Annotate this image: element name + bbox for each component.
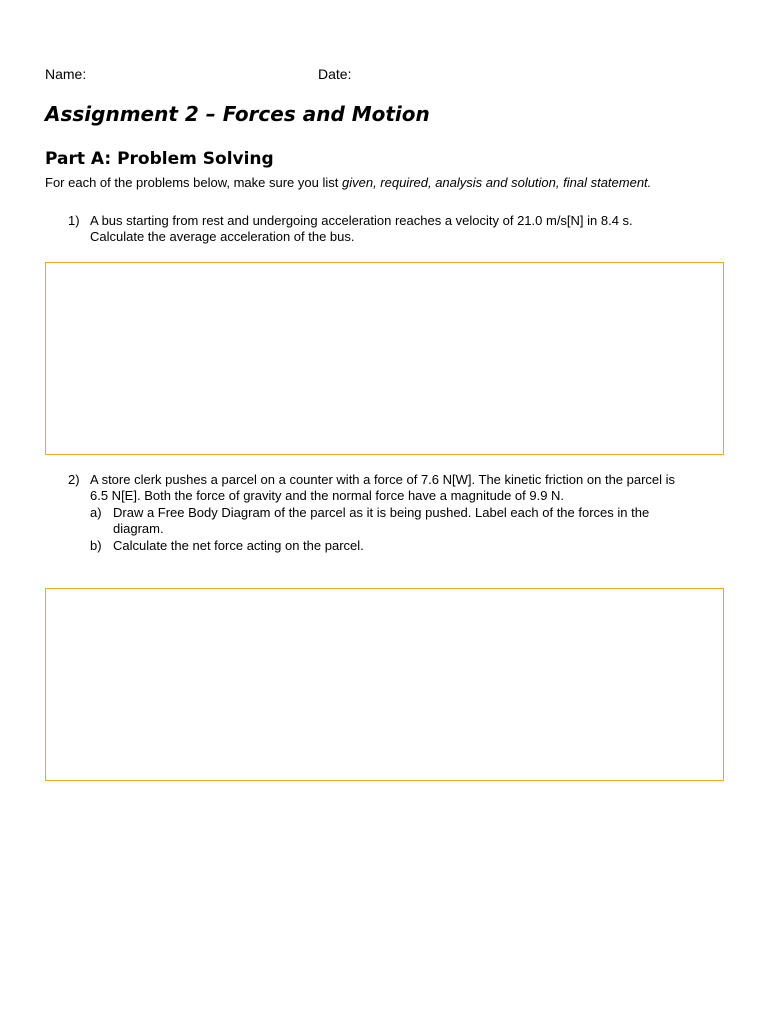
date-label: Date: [318,66,352,82]
student-info-row [45,66,445,82]
sub-question-line: Draw a Free Body Diagram of the parcel as it is being pushed. Label each of the forces in the [113,505,650,520]
question-number: 2) [68,472,80,487]
sub-question-text [113,538,713,554]
question-line: 6.5 N[E]. Both the force of gravity and the normal force have a magnitude of 9.9 N. [90,488,565,503]
instructions [45,175,651,191]
sub-question-b [90,538,720,554]
question-line: A store clerk pushes a parcel on a counter with a force of 7.6 N[W]. The kinetic friction on the parcel is [90,472,676,487]
part-a-heading: Part A: Problem Solving [45,149,274,169]
assignment-title: Assignment 2 – Forces and Motion [45,102,430,126]
instructions-text: For each of the problems below, make sure you list [45,175,342,190]
sub-question-text [113,505,713,537]
question-line: A bus starting from rest and undergoing acceleration reaches a velocity of 21.0 m/s[N] in 8.4 s. [90,213,633,228]
question-1 [68,213,728,247]
question-number: 1) [68,213,80,228]
question-2 [68,472,728,506]
question-text [90,472,722,504]
answer-box-1[interactable] [45,262,724,455]
sub-question-line: Calculate the net force acting on the parcel. [113,538,364,553]
name-label: Name: [45,66,87,82]
sub-question-line: diagram. [113,521,164,536]
sub-question-letter: b) [90,538,102,553]
instructions-italic-text: given, required, analysis and solution, final statement. [341,175,652,190]
sub-question-a [90,505,720,537]
question-line: Calculate the average acceleration of the bus. [90,229,355,244]
answer-box-2[interactable] [45,588,724,781]
sub-question-letter: a) [90,505,102,520]
question-text [90,213,722,245]
